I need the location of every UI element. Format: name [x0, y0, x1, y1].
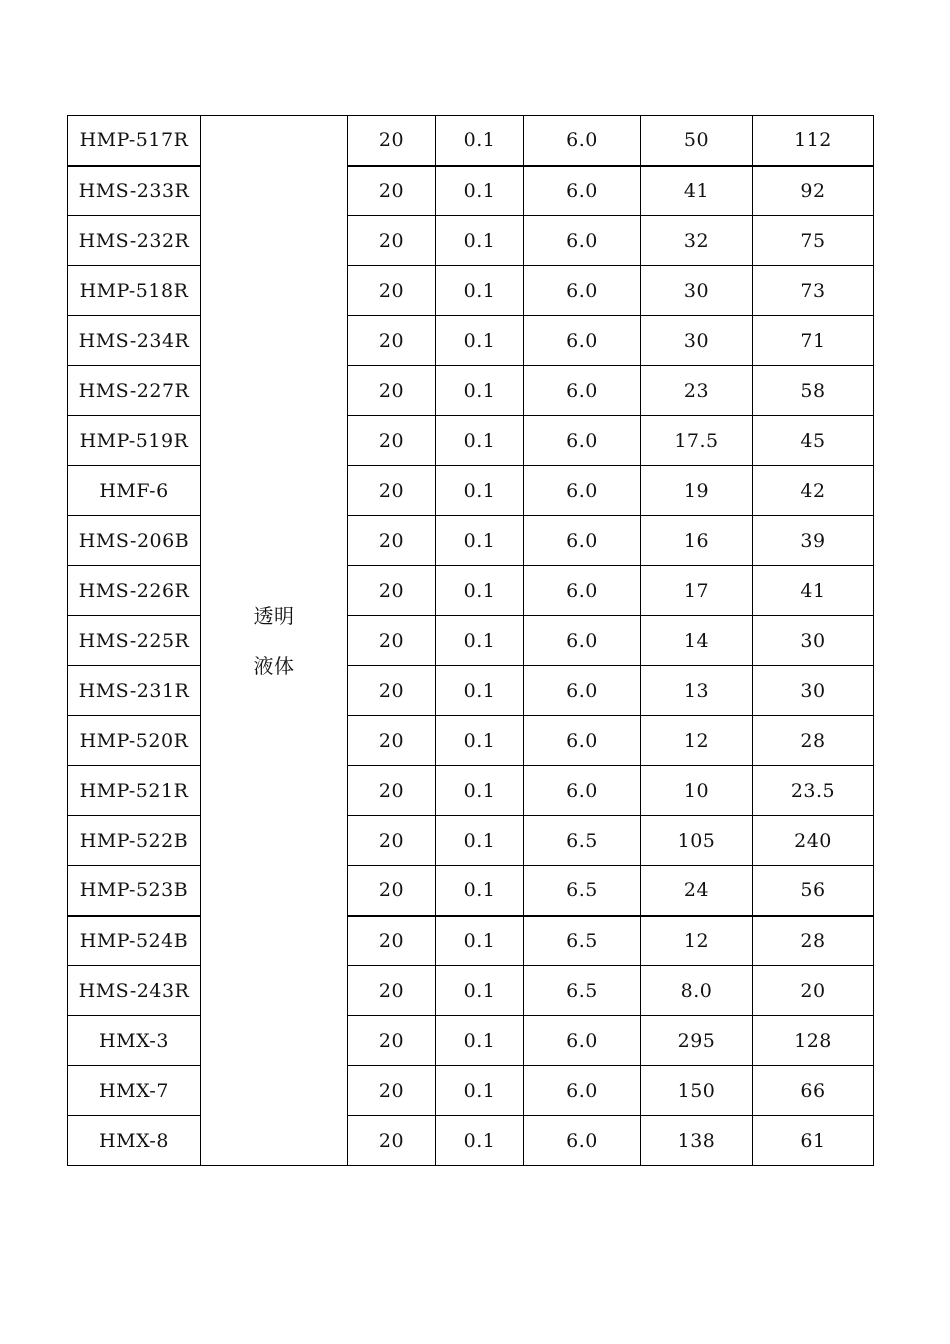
value-cell-1: 20	[348, 516, 436, 566]
value-cell-3: 6.5	[524, 966, 641, 1016]
model-cell: HMS-225R	[68, 616, 201, 666]
value-cell-5: 73	[753, 266, 874, 316]
value-cell-3: 6.5	[524, 916, 641, 966]
model-cell: HMF-6	[68, 466, 201, 516]
value-cell-5: 23.5	[753, 766, 874, 816]
product-spec-table	[67, 115, 874, 1166]
table-body	[68, 116, 874, 1166]
value-cell-5: 30	[753, 666, 874, 716]
table-row	[68, 816, 874, 866]
table-row	[68, 116, 874, 166]
value-cell-5: 28	[753, 916, 874, 966]
value-cell-3: 6.0	[524, 1116, 641, 1166]
value-cell-3: 6.0	[524, 216, 641, 266]
value-cell-4: 17.5	[641, 416, 753, 466]
value-cell-4: 12	[641, 916, 753, 966]
value-cell-4: 32	[641, 216, 753, 266]
table-row	[68, 966, 874, 1016]
model-cell: HMP-524B	[68, 916, 201, 966]
value-cell-3: 6.0	[524, 116, 641, 166]
appearance-text: 透明	[253, 603, 295, 628]
value-cell-5: 56	[753, 866, 874, 916]
value-cell-4: 138	[641, 1116, 753, 1166]
value-cell-2: 0.1	[436, 516, 524, 566]
model-cell: HMS-206B	[68, 516, 201, 566]
value-cell-3: 6.0	[524, 766, 641, 816]
table-row	[68, 366, 874, 416]
value-cell-3: 6.0	[524, 716, 641, 766]
value-cell-2: 0.1	[436, 416, 524, 466]
value-cell-3: 6.0	[524, 316, 641, 366]
value-cell-2: 0.1	[436, 316, 524, 366]
value-cell-5: 20	[753, 966, 874, 1016]
value-cell-4: 24	[641, 866, 753, 916]
value-cell-4: 13	[641, 666, 753, 716]
model-cell: HMS-234R	[68, 316, 201, 366]
model-cell: HMS-232R	[68, 216, 201, 266]
value-cell-1: 20	[348, 766, 436, 816]
appearance-cell	[201, 116, 348, 1166]
value-cell-3: 6.0	[524, 266, 641, 316]
value-cell-3: 6.0	[524, 566, 641, 616]
table-row	[68, 866, 874, 916]
table-row	[68, 1016, 874, 1066]
model-cell: HMS-231R	[68, 666, 201, 716]
value-cell-5: 240	[753, 816, 874, 866]
model-cell: HMP-523B	[68, 866, 201, 916]
value-cell-1: 20	[348, 916, 436, 966]
value-cell-2: 0.1	[436, 1016, 524, 1066]
value-cell-5: 58	[753, 366, 874, 416]
table-row	[68, 616, 874, 666]
model-cell: HMP-519R	[68, 416, 201, 466]
value-cell-5: 45	[753, 416, 874, 466]
value-cell-2: 0.1	[436, 466, 524, 516]
value-cell-2: 0.1	[436, 766, 524, 816]
value-cell-1: 20	[348, 866, 436, 916]
value-cell-1: 20	[348, 216, 436, 266]
value-cell-5: 92	[753, 166, 874, 216]
value-cell-2: 0.1	[436, 666, 524, 716]
value-cell-5: 28	[753, 716, 874, 766]
value-cell-4: 23	[641, 366, 753, 416]
value-cell-1: 20	[348, 366, 436, 416]
table-row	[68, 916, 874, 966]
value-cell-1: 20	[348, 566, 436, 616]
table-row	[68, 216, 874, 266]
model-cell: HMP-520R	[68, 716, 201, 766]
value-cell-1: 20	[348, 816, 436, 866]
value-cell-2: 0.1	[436, 266, 524, 316]
value-cell-4: 8.0	[641, 966, 753, 1016]
value-cell-4: 105	[641, 816, 753, 866]
table-row	[68, 466, 874, 516]
value-cell-4: 12	[641, 716, 753, 766]
value-cell-2: 0.1	[436, 616, 524, 666]
value-cell-2: 0.1	[436, 916, 524, 966]
value-cell-5: 41	[753, 566, 874, 616]
table-row	[68, 516, 874, 566]
value-cell-5: 39	[753, 516, 874, 566]
value-cell-1: 20	[348, 1066, 436, 1116]
value-cell-2: 0.1	[436, 1116, 524, 1166]
value-cell-4: 30	[641, 316, 753, 366]
model-cell: HMP-522B	[68, 816, 201, 866]
value-cell-1: 20	[348, 116, 436, 166]
table-row	[68, 716, 874, 766]
table-row	[68, 766, 874, 816]
value-cell-3: 6.0	[524, 516, 641, 566]
table-row	[68, 566, 874, 616]
value-cell-3: 6.5	[524, 866, 641, 916]
value-cell-2: 0.1	[436, 866, 524, 916]
value-cell-3: 6.0	[524, 666, 641, 716]
value-cell-4: 150	[641, 1066, 753, 1116]
value-cell-2: 0.1	[436, 366, 524, 416]
value-cell-2: 0.1	[436, 116, 524, 166]
value-cell-1: 20	[348, 666, 436, 716]
model-cell: HMX-7	[68, 1066, 201, 1116]
value-cell-5: 112	[753, 116, 874, 166]
value-cell-1: 20	[348, 266, 436, 316]
value-cell-1: 20	[348, 316, 436, 366]
model-cell: HMX-3	[68, 1016, 201, 1066]
value-cell-3: 6.0	[524, 366, 641, 416]
value-cell-1: 20	[348, 1116, 436, 1166]
model-cell: HMS-233R	[68, 166, 201, 216]
table-row	[68, 1116, 874, 1166]
value-cell-5: 75	[753, 216, 874, 266]
table-row	[68, 666, 874, 716]
value-cell-4: 14	[641, 616, 753, 666]
value-cell-2: 0.1	[436, 566, 524, 616]
value-cell-4: 17	[641, 566, 753, 616]
value-cell-5: 71	[753, 316, 874, 366]
value-cell-1: 20	[348, 166, 436, 216]
model-cell: HMP-518R	[68, 266, 201, 316]
value-cell-4: 10	[641, 766, 753, 816]
value-cell-3: 6.0	[524, 1016, 641, 1066]
value-cell-4: 16	[641, 516, 753, 566]
value-cell-2: 0.1	[436, 716, 524, 766]
value-cell-5: 30	[753, 616, 874, 666]
value-cell-2: 0.1	[436, 1066, 524, 1116]
table-row	[68, 166, 874, 216]
model-cell: HMS-227R	[68, 366, 201, 416]
value-cell-3: 6.0	[524, 466, 641, 516]
model-cell: HMX-8	[68, 1116, 201, 1166]
value-cell-4: 19	[641, 466, 753, 516]
model-cell: HMS-243R	[68, 966, 201, 1016]
value-cell-2: 0.1	[436, 216, 524, 266]
value-cell-2: 0.1	[436, 166, 524, 216]
value-cell-3: 6.0	[524, 416, 641, 466]
table-row	[68, 316, 874, 366]
value-cell-2: 0.1	[436, 966, 524, 1016]
value-cell-5: 42	[753, 466, 874, 516]
value-cell-2: 0.1	[436, 816, 524, 866]
value-cell-5: 66	[753, 1066, 874, 1116]
model-cell: HMP-517R	[68, 116, 201, 166]
value-cell-1: 20	[348, 716, 436, 766]
model-cell: HMP-521R	[68, 766, 201, 816]
value-cell-5: 61	[753, 1116, 874, 1166]
value-cell-3: 6.0	[524, 616, 641, 666]
table-row	[68, 266, 874, 316]
value-cell-3: 6.0	[524, 166, 641, 216]
value-cell-4: 41	[641, 166, 753, 216]
value-cell-3: 6.0	[524, 1066, 641, 1116]
value-cell-1: 20	[348, 466, 436, 516]
table-row	[68, 1066, 874, 1116]
value-cell-1: 20	[348, 1016, 436, 1066]
value-cell-1: 20	[348, 616, 436, 666]
table-row	[68, 416, 874, 466]
model-cell: HMS-226R	[68, 566, 201, 616]
value-cell-4: 30	[641, 266, 753, 316]
value-cell-4: 50	[641, 116, 753, 166]
value-cell-4: 295	[641, 1016, 753, 1066]
appearance-text: 液体	[253, 653, 295, 678]
value-cell-1: 20	[348, 416, 436, 466]
value-cell-5: 128	[753, 1016, 874, 1066]
value-cell-1: 20	[348, 966, 436, 1016]
value-cell-3: 6.5	[524, 816, 641, 866]
